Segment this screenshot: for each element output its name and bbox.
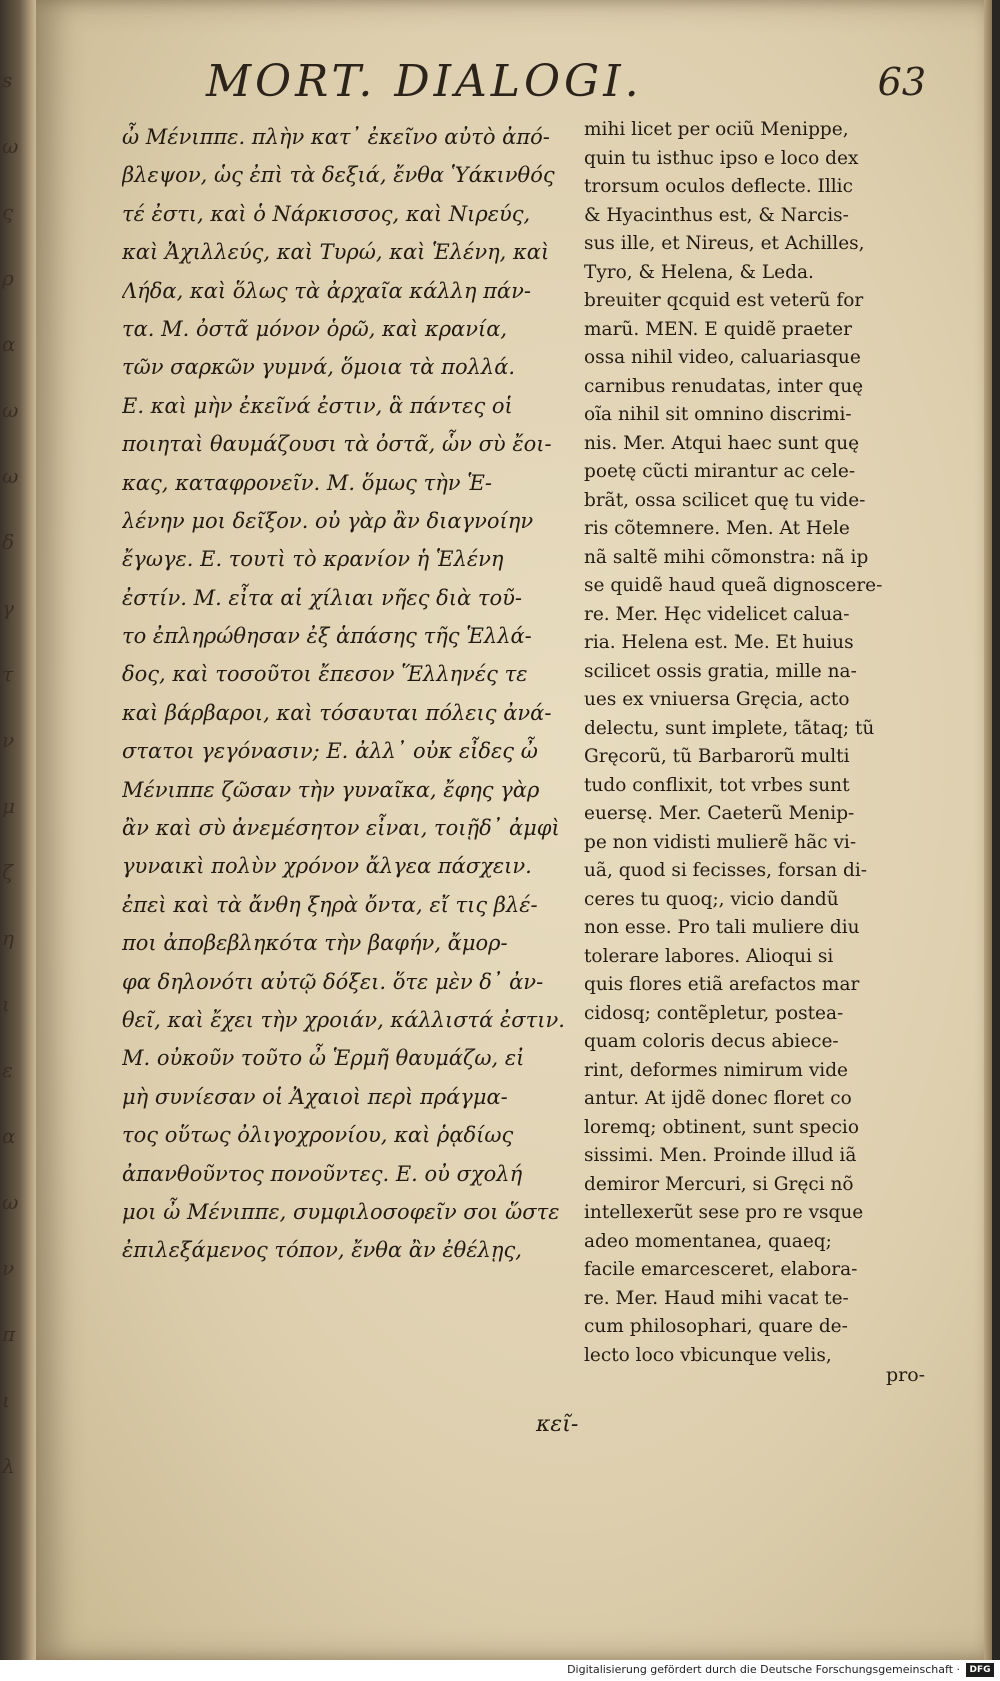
greek-text-line: ἔγωγε. Ε. τουτὶ τὸ κρανίον ἡ Ἑλένη bbox=[122, 547, 504, 572]
previous-page-fragment: ζ bbox=[2, 860, 13, 884]
greek-text-line: Ε. καὶ μὴν ἐκεῖνά ἐστιν, ἃ πάντες οἱ bbox=[122, 393, 513, 418]
latin-text-line: Gręcorũ, tũ Barbarorũ multi bbox=[584, 746, 850, 767]
latin-text-line: pe non vidisti mulierẽ hãc vi- bbox=[584, 831, 857, 853]
previous-page-fragment: δ bbox=[2, 530, 15, 554]
latin-text-line: ues ex vniuersa Gręcia, acto bbox=[584, 689, 850, 710]
greek-text-line: Λήδα, καὶ ὅλως τὰ ἀρχαῖα κάλλη πάν- bbox=[122, 278, 531, 303]
page-number: 63 bbox=[877, 60, 926, 104]
latin-text-line: & Hyacinthus est, & Narcis- bbox=[584, 204, 849, 226]
previous-page-fragment: τ bbox=[2, 662, 14, 686]
greek-text-line: θεῖ, καὶ ἔχει τὴν χροιάν, κάλλιστά ἐστιν. bbox=[122, 1007, 565, 1032]
latin-text-line: nã saltẽ mihi cõmonstra: nã ip bbox=[584, 546, 869, 568]
greek-text-line: καὶ Ἀχιλλεύς, καὶ Τυρώ, καὶ Ἑλένη, καὶ bbox=[122, 240, 550, 265]
greek-text-column bbox=[122, 118, 592, 1270]
latin-catchword: pro- bbox=[886, 1364, 926, 1386]
latin-text-line: facile emarcesceret, elabora- bbox=[584, 1259, 858, 1280]
greek-text-line: τέ ἐστι, καὶ ὁ Νάρκισσος, καὶ Νιρεύς, bbox=[122, 201, 531, 226]
latin-text-line: ria. Helena est. Me. Et huius bbox=[584, 632, 854, 653]
greek-text-line: Μ. οὐκοῦν τοῦτο ὦ Ἑρμῆ θαυμάζω, εἰ bbox=[122, 1046, 525, 1071]
latin-text-line: breuiter qcquid est veterũ for bbox=[584, 290, 864, 311]
greek-catchword: κεῖ- bbox=[536, 1412, 579, 1437]
latin-text-line: carnibus renudatas, inter quę bbox=[584, 375, 864, 397]
greek-text-line: Μένιππε ζῶσαν τὴν γυναῖκα, ἔφης γὰρ bbox=[122, 777, 540, 802]
latin-text-line: marũ. MEN. E quidẽ praeter bbox=[584, 318, 852, 340]
previous-page-fragment: ι bbox=[2, 992, 10, 1016]
latin-text-line: quis flores etiã arefactos mar bbox=[584, 974, 860, 995]
greek-text-line: τῶν σαρκῶν γυμνά, ὅμοια τὰ πολλά. bbox=[122, 355, 516, 380]
greek-text-line: μοι ὦ Μένιππε, συμφιλοσοφεῖν σοι ὥστε bbox=[122, 1199, 560, 1224]
greek-text-line: κας, καταφρονεῖν. Μ. ὅμως τὴν Ἑ- bbox=[122, 470, 493, 495]
previous-page-fragment: η bbox=[2, 926, 14, 950]
latin-text-line: scilicet ossis gratia, mille na- bbox=[584, 660, 857, 682]
greek-text-line: καὶ βάρβαροι, καὶ τόσαυται πόλεις ἀνά- bbox=[122, 700, 552, 725]
latin-text-line: se quidẽ haud queã dignoscere- bbox=[584, 575, 883, 596]
previous-page-fragment: ω bbox=[2, 134, 19, 158]
greek-text-line: ἐπιλεξάμενος τόπον, ἔνθα ἂν ἐθέλῃς, bbox=[122, 1238, 522, 1263]
previous-page-fragment: ν bbox=[2, 728, 15, 752]
previous-page-fragment: ι bbox=[2, 1388, 10, 1412]
latin-text-line: quin tu isthuc ipso e loco dex bbox=[584, 147, 859, 169]
latin-text-line: sus ille, et Nireus, et Achilles, bbox=[584, 233, 865, 254]
greek-text-line: στατοι γεγόνασιν; Ε. ἀλλ᾽ οὐκ εἶδες ὦ bbox=[122, 739, 538, 764]
latin-text-line: oĩa nihil sit omnino discrimi- bbox=[584, 404, 852, 425]
latin-text-column bbox=[584, 116, 949, 1370]
latin-text-line: adeo momentanea, quaeq; bbox=[584, 1230, 832, 1252]
greek-text-line: ἐστίν. Μ. εἶτα αἱ χίλιαι νῆες διὰ τοῦ- bbox=[122, 585, 522, 610]
running-header bbox=[206, 52, 966, 112]
latin-text-line: tolerare labores. Alioqui si bbox=[584, 945, 834, 967]
previous-page-fragment: ω bbox=[2, 398, 19, 422]
latin-text-line: rint, deformes nimirum vide bbox=[584, 1059, 848, 1081]
latin-text-line: trorsum oculos deflecte. Illic bbox=[584, 176, 853, 197]
previous-page-edge bbox=[0, 30, 36, 1610]
latin-text-line: nis. Mer. Atqui haec sunt quę bbox=[584, 432, 860, 454]
greek-text-line: ἐπεὶ καὶ τὰ ἄνθη ξηρὰ ὄντα, εἴ τις βλέ- bbox=[122, 892, 538, 917]
greek-text-line: δος, καὶ τοσοῦτοι ἔπεσον Ἕλληνές τε bbox=[122, 662, 528, 687]
greek-text-line: ἂν καὶ σὺ ἀνεμέσητον εἶναι, τοιῇδ᾽ ἀμφὶ bbox=[122, 816, 560, 841]
latin-text-line: cum philosophari, quare de- bbox=[584, 1316, 848, 1337]
previous-page-fragment: ρ bbox=[2, 266, 14, 290]
previous-page-fragment: μ bbox=[2, 794, 15, 818]
footer-credit: Digitalisierung gefördert durch die Deutsche Forschungsgemeinschaft · bbox=[567, 1663, 960, 1676]
previous-page-fragment: ω bbox=[2, 1190, 19, 1214]
latin-text-line: antur. At ijdẽ donec floret co bbox=[584, 1088, 852, 1109]
previous-page-fragment: ω bbox=[2, 464, 19, 488]
footer-bar bbox=[0, 1660, 1000, 1681]
latin-text-line: loremq; obtinent, sunt specio bbox=[584, 1116, 859, 1138]
latin-text-line: demiror Mercuri, si Gręci nõ bbox=[584, 1173, 854, 1195]
previous-page-fragment: ς bbox=[2, 200, 14, 224]
latin-text-line: sissimi. Men. Proinde illud iã bbox=[584, 1145, 857, 1166]
previous-page-fragment: s bbox=[2, 68, 13, 92]
latin-text-line: mihi licet per ociũ Menippe, bbox=[584, 119, 849, 140]
previous-page-fragment: γ bbox=[2, 596, 14, 620]
previous-page-fragment: π bbox=[2, 1322, 16, 1346]
latin-text-line: delectu, sunt implete, tãtaq; tũ bbox=[584, 717, 875, 739]
greek-text-line: λένην μοι δεῖξον. οὐ γὰρ ἂν διαγνοίην bbox=[122, 508, 534, 533]
book-page bbox=[36, 0, 992, 1660]
dfg-logo-icon: DFG bbox=[966, 1663, 994, 1677]
latin-text-line: ossa nihil video, caluariasque bbox=[584, 347, 861, 368]
greek-text-line: φα δηλονότι αὐτῷ δόξει. ὅτε μὲν δ᾽ ἀν- bbox=[122, 969, 544, 994]
latin-text-line: euersę. Mer. Caeterũ Menip- bbox=[584, 803, 855, 824]
previous-page-fragment: α bbox=[2, 1124, 16, 1148]
previous-page-fragment: ν bbox=[2, 1256, 15, 1280]
latin-text-line: quam coloris decus abiece- bbox=[584, 1031, 839, 1052]
latin-text-line: lecto loco vbicunque velis, bbox=[584, 1344, 832, 1366]
greek-text-line: το ἐπληρώθησαν ἐξ ἁπάσης τῆς Ἑλλά- bbox=[122, 624, 532, 649]
latin-text-line: re. Mer. Hęc videlicet calua- bbox=[584, 603, 850, 625]
greek-text-line: βλεψον, ὡς ἐπὶ τὰ δεξιά, ἔνθα Ὑάκινθός bbox=[122, 163, 555, 188]
previous-page-fragment: λ bbox=[2, 1454, 15, 1478]
latin-text-line: ris cõtemnere. Men. At Hele bbox=[584, 518, 850, 539]
running-title: MORT. DIALOGI. bbox=[206, 56, 643, 107]
latin-text-line: uã, quod si fecisses, forsan di- bbox=[584, 860, 868, 881]
greek-text-line: ποι ἀποβεβληκότα τὴν βαφήν, ἄμορ- bbox=[122, 931, 508, 956]
latin-text-line: ceres tu quoq;, vicio dandũ bbox=[584, 888, 839, 910]
greek-text-line: ποιηταὶ θαυμάζουσι τὰ ὀστᾶ, ὧν σὺ ἔοι- bbox=[122, 432, 552, 457]
greek-text-line: ἀπανθοῦντος πονοῦντες. Ε. οὐ σχολή bbox=[122, 1161, 523, 1186]
latin-text-line: non esse. Pro tali muliere diu bbox=[584, 917, 860, 938]
greek-text-line: τα. Μ. ὀστᾶ μόνον ὁρῶ, καὶ κρανία, bbox=[122, 316, 508, 341]
latin-text-line: cidosq; contẽpletur, postea- bbox=[584, 1002, 844, 1024]
previous-page-fragment: α bbox=[2, 332, 16, 356]
latin-text-line: brãt, ossa scilicet quę tu vide- bbox=[584, 489, 866, 511]
previous-page-fragment: ε bbox=[2, 1058, 13, 1082]
latin-text-line: Tyro, & Helena, & Leda. bbox=[584, 261, 814, 283]
latin-text-line: re. Mer. Haud mihi vacat te- bbox=[584, 1287, 849, 1309]
page-edge bbox=[984, 0, 992, 1660]
latin-text-line: poetę cũcti mirantur ac cele- bbox=[584, 461, 856, 482]
greek-text-line: γυναικὶ πολὺν χρόνον ἄλγεα πάσχειν. bbox=[122, 854, 532, 879]
greek-text-line: ὦ Μένιππε. πλὴν κατ᾽ ἐκεῖνο αὐτὸ ἀπό- bbox=[122, 125, 550, 149]
latin-text-line: intellexerũt sese pro re vsque bbox=[584, 1202, 864, 1223]
greek-text-line: μὴ συνίεσαν οἱ Ἀχαιοὶ περὶ πράγμα- bbox=[122, 1084, 508, 1109]
greek-text-line: τος οὕτως ὀλιγοχρονίου, καὶ ῥᾳδίως bbox=[122, 1123, 514, 1148]
latin-text-line: tudo conflixit, tot vrbes sunt bbox=[584, 774, 850, 796]
